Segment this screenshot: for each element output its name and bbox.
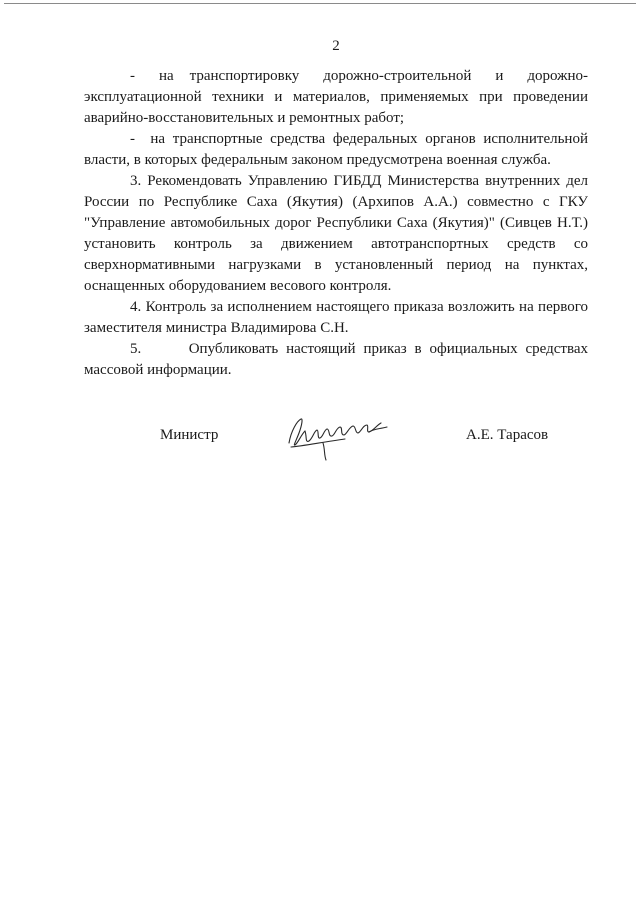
signature-block xyxy=(0,405,640,465)
paragraph-federal-vehicles: - на транспортные средства федеральных органов исполнительной власти, в которых федеральным законом предусмотрена военная служба. xyxy=(84,131,588,168)
handwritten-signature xyxy=(283,413,393,463)
page-number: 2 xyxy=(332,38,340,54)
paragraph-item-4: 4. Контроль за исполнением настоящего приказа возложить на первого заместителя министра Владимирова С.Н. xyxy=(84,299,588,336)
signatory-name: А.Е. Тарасов xyxy=(466,427,549,443)
scan-top-edge xyxy=(4,3,636,5)
paragraph-item-3: 3. Рекомендовать Управлению ГИБДД Министерства внутренних дел России по Республике Саха (Якутия) (Архипов А.А.) совместно с ГКУ "Управление автомобильных дорог Республики Саха (Якутия)" (Сивцев Н.Т.) установить контроль за движением автотранспортных средств со сверхнормативными нагрузками в установленный период на пунктах, оснащенных оборудованием весового контроля. xyxy=(84,173,588,294)
paragraph-transport-equipment: - на транспортировку дорожно-строительной и дорожно-эксплуатационной техники и материалов, применяемых при проведении аварийно-восстановительных и ремонтных работ; xyxy=(84,68,588,126)
signatory-role: Министр xyxy=(160,427,219,443)
document-body xyxy=(84,66,588,381)
paragraph-item-5: 5. Опубликовать настоящий приказ в официальных средствах массовой информации. xyxy=(84,341,588,378)
